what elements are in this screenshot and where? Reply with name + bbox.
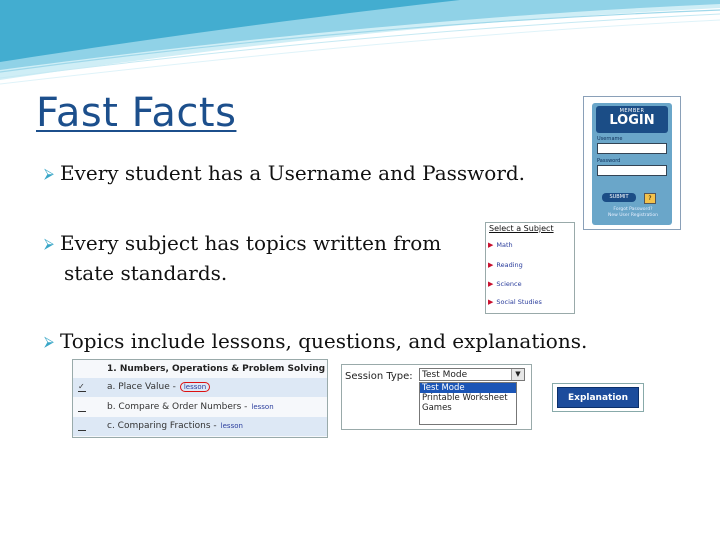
play-arrow-icon: ▶ (488, 298, 494, 306)
checkbox[interactable]: ✓ (78, 382, 85, 391)
password-label: Password (597, 158, 621, 164)
subject-selector (485, 222, 575, 314)
table-row: ✓ a. Place Value - lesson (73, 378, 327, 397)
play-arrow-icon: ▶ (488, 241, 494, 249)
login-screenshot (583, 96, 681, 230)
chevron-down-icon[interactable]: ▼ (511, 369, 524, 380)
login-header: MEMBER LOGIN (596, 106, 668, 133)
play-arrow-icon: ▶ (488, 261, 494, 269)
session-type-label: Session Type: (345, 371, 413, 382)
header-wave-decoration (0, 0, 720, 90)
lesson-table-header: 1. Numbers, Operations & Problem Solving (107, 364, 326, 374)
bullet-text: Every student has a Username and Password. (59, 161, 526, 185)
bullet-item (44, 230, 441, 260)
session-type-widget (341, 364, 532, 430)
username-input[interactable] (597, 143, 667, 154)
submit-button[interactable]: SUBMIT (602, 193, 636, 202)
play-arrow-icon: ▶ (488, 280, 494, 288)
checkbox[interactable] (78, 422, 86, 431)
lesson-table (72, 359, 328, 438)
subject-item-math[interactable]: ▶ Math (488, 241, 513, 249)
explanation-button[interactable]: Explanation (557, 387, 639, 408)
table-row: b. Compare & Order Numbers - lesson (73, 398, 327, 417)
bullet-arrow-icon: ⮚ (44, 334, 54, 350)
session-option[interactable]: Printable Worksheet (422, 393, 508, 403)
bullet-arrow-icon: ⮚ (44, 236, 54, 252)
subject-item-science[interactable]: ▶ Science (488, 280, 522, 288)
bullet-text: Every subject has topics written from (59, 231, 442, 255)
subject-title: Select a Subject (489, 224, 554, 233)
subject-item-social-studies[interactable]: ▶ Social Studies (488, 298, 542, 306)
lesson-link[interactable]: lesson (251, 403, 274, 411)
password-input[interactable] (597, 165, 667, 176)
bullet-item (44, 328, 587, 358)
help-icon[interactable]: ? (644, 193, 656, 204)
checkbox[interactable] (78, 403, 86, 412)
lesson-link[interactable]: lesson (180, 382, 210, 392)
bullet-arrow-icon: ⮚ (44, 166, 54, 182)
table-row: c. Comparing Fractions - lesson (73, 417, 327, 436)
username-label: Username (597, 136, 623, 142)
bullet-item (44, 160, 525, 190)
forgot-password-link[interactable]: Forgot Password? (613, 207, 653, 212)
bullet-continuation: state standards. (64, 261, 228, 285)
login-panel (592, 103, 672, 225)
bullet-text: Topics include lessons, questions, and explanations. (59, 329, 588, 353)
subject-item-reading[interactable]: ▶ Reading (488, 261, 523, 269)
register-link[interactable]: New User Registration (607, 213, 659, 218)
session-type-options (419, 382, 517, 425)
explanation-frame (552, 383, 644, 412)
session-option[interactable]: Games (422, 403, 452, 413)
session-type-select[interactable]: Test Mode ▼ (419, 368, 525, 381)
slide-title: Fast Facts (36, 90, 237, 136)
session-option[interactable]: Test Mode (420, 383, 516, 393)
lesson-link[interactable]: lesson (220, 422, 243, 430)
